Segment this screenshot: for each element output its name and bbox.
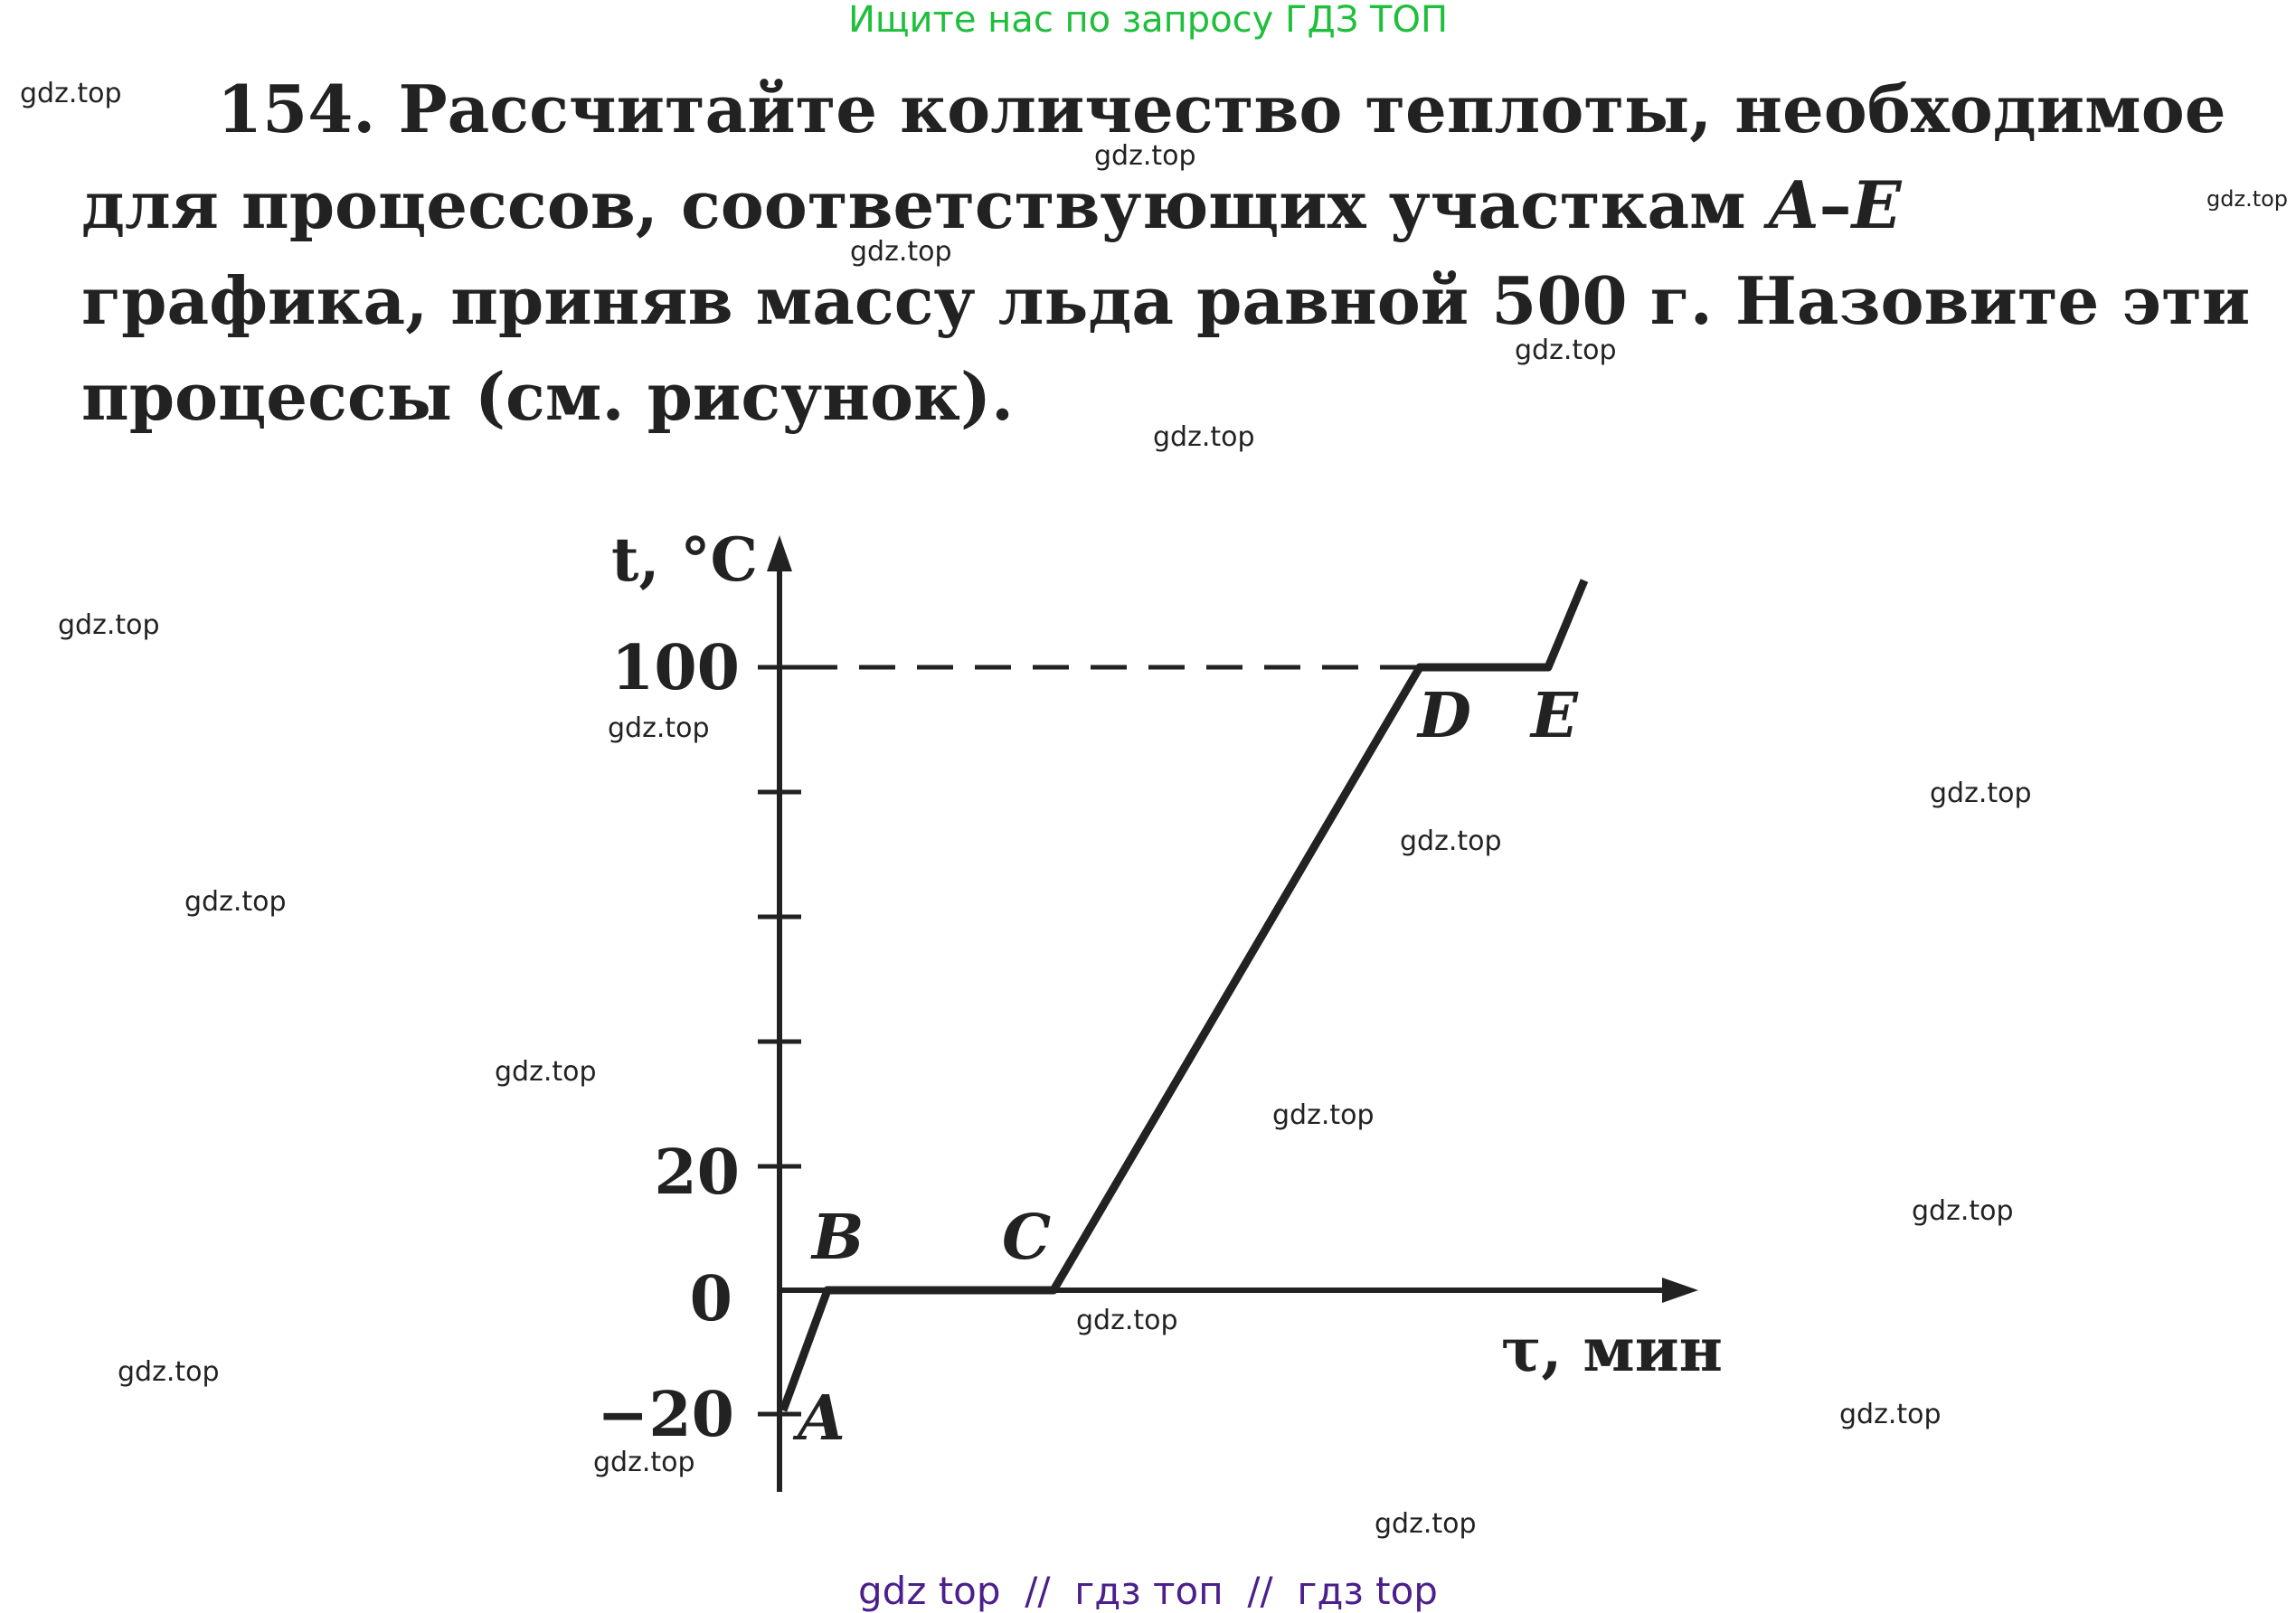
range-end: E — [1851, 166, 1902, 243]
problem-number: 154. — [217, 71, 376, 147]
x-axis-title: τ, мин — [1501, 1315, 1723, 1385]
y-tick-label-100: 100 — [611, 632, 740, 704]
bottom-banner: gdz top // гдз топ // гдз top — [858, 1569, 1438, 1613]
watermark: gdz.top — [1930, 778, 2032, 809]
watermark: gdz.top — [1094, 140, 1196, 172]
watermark: gdz.top — [1375, 1508, 1477, 1540]
range-start: A — [1768, 166, 1819, 243]
watermark: gdz.top — [1839, 1399, 1942, 1430]
watermark: gdz.top — [1400, 825, 1502, 857]
y-tick-label-20: 20 — [654, 1137, 740, 1209]
watermark: gdz.top — [184, 886, 287, 918]
watermark: gdz.top — [1076, 1305, 1178, 1336]
watermark: gdz.top — [608, 712, 710, 744]
watermark: gdz.top — [1272, 1099, 1375, 1131]
watermark: gdz.top — [593, 1447, 695, 1478]
watermark: gdz.top — [20, 78, 122, 109]
point-label-d: D — [1418, 680, 1471, 752]
problem-text-2: графика, приняв массу льда равной 500 г. Назовите эти процессы (см. рисунок). — [81, 262, 2251, 435]
problem-text-1: Рассчитайте количество теплоты, необходимое для процессов, соответствующих участкам — [81, 71, 2226, 243]
point-label-a: A — [798, 1382, 846, 1455]
point-label-e: E — [1531, 680, 1578, 752]
watermark: gdz.top — [850, 236, 952, 268]
watermark: gdz.top — [58, 609, 160, 641]
watermark: gdz.top — [2206, 186, 2289, 212]
point-label-c: C — [1002, 1202, 1052, 1274]
watermark: gdz.top — [1515, 335, 1617, 366]
watermark: gdz.top — [1153, 421, 1255, 453]
top-banner: Ищите нас по запросу ГДЗ ТОП — [847, 0, 1449, 41]
y-axis-title: t, °C — [611, 524, 758, 595]
range-dash: – — [1819, 166, 1852, 243]
watermark: gdz.top — [495, 1056, 597, 1088]
y-tick-label-minus20: −20 — [597, 1379, 734, 1451]
watermark: gdz.top — [118, 1356, 220, 1388]
y-tick-label-0: 0 — [689, 1263, 732, 1335]
point-label-b: B — [812, 1202, 865, 1274]
x-axis-arrow — [1662, 1278, 1698, 1303]
watermark: gdz.top — [1912, 1195, 2014, 1227]
y-axis-arrow — [767, 535, 792, 571]
